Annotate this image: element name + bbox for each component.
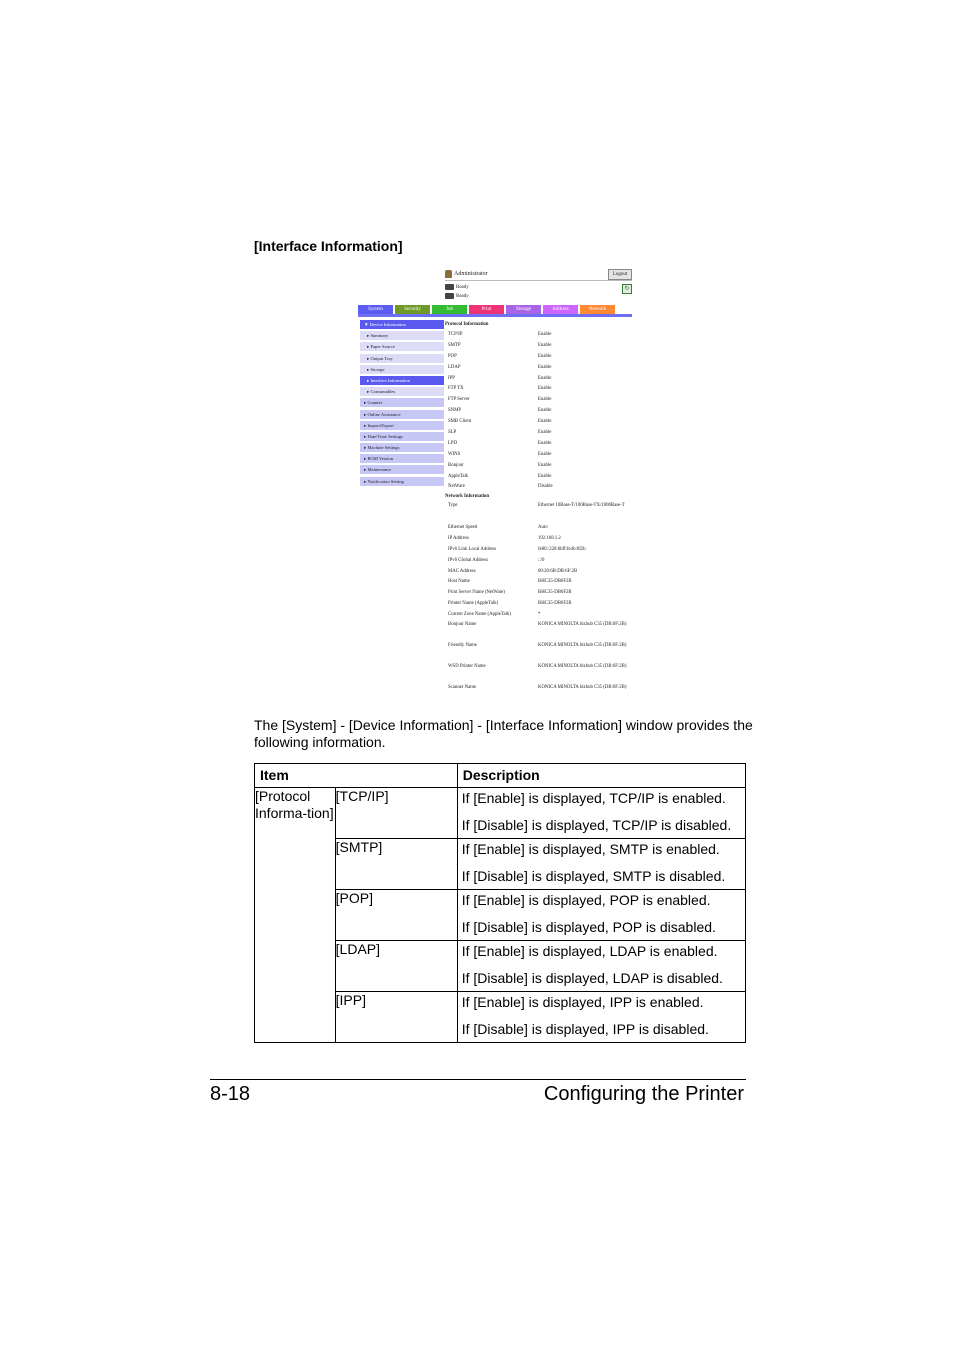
protocol-name: SMTP bbox=[448, 342, 461, 348]
header-description: Description bbox=[457, 764, 745, 788]
description-disable: If [Disable] is displayed, TCP/IP is disabled. bbox=[461, 817, 732, 833]
protocol-name: SNMP bbox=[448, 408, 462, 414]
protocol-name: FTP TX bbox=[448, 386, 464, 392]
protocol-name: Bonjour bbox=[448, 462, 464, 468]
protocol-row bbox=[445, 405, 632, 416]
sidebar-item[interactable]: ▸ Counter bbox=[360, 398, 444, 407]
sidebar-item[interactable]: ▸ Consumables bbox=[360, 387, 444, 396]
description-enable: If [Enable] is displayed, LDAP is enabled. bbox=[461, 943, 718, 959]
network-row bbox=[445, 544, 632, 555]
sidebar-item[interactable]: ▸ Import/Export bbox=[360, 421, 444, 430]
network-field-value: KONICA MINOLTA bizhub C35 (DB:6F:2B) bbox=[538, 621, 627, 627]
network-field-value: BHC35-DB6F2B bbox=[538, 590, 572, 596]
printer-icon bbox=[445, 293, 454, 299]
sidebar-item[interactable]: ▸ ROM Version bbox=[360, 454, 444, 463]
protocol-row bbox=[445, 362, 632, 373]
network-field-value: * bbox=[538, 611, 541, 617]
network-row bbox=[445, 641, 632, 662]
protocol-value: Enable bbox=[538, 440, 552, 446]
network-field-name: Print Server Name (NetWare) bbox=[448, 590, 506, 596]
description-enable: If [Enable] is displayed, SMTP is enabled. bbox=[461, 841, 720, 857]
network-row bbox=[445, 566, 632, 577]
protocol-row bbox=[445, 427, 632, 438]
item-name: [SMTP] bbox=[335, 839, 457, 890]
protocol-row bbox=[445, 438, 632, 449]
item-name: [TCP/IP] bbox=[335, 788, 457, 839]
network-row bbox=[445, 598, 632, 609]
network-field-name: IPv6 Global Address bbox=[448, 557, 488, 563]
protocol-name: AppleTalk bbox=[448, 473, 469, 479]
network-field-name: Scanner Name bbox=[448, 685, 477, 691]
protocol-row bbox=[445, 329, 632, 340]
protocol-value: Enable bbox=[538, 342, 552, 348]
protocol-value: Enable bbox=[538, 353, 552, 359]
protocol-name: IPP bbox=[448, 375, 455, 381]
network-field-value: KONICA MINOLTA bizhub C35 (DB:6F:2B) bbox=[538, 642, 627, 648]
network-field-value: 192.168.1.2 bbox=[538, 536, 561, 542]
protocol-value: Enable bbox=[538, 451, 552, 457]
description-disable: If [Disable] is displayed, POP is disabled. bbox=[461, 919, 716, 935]
protocol-value: Enable bbox=[538, 408, 552, 414]
interface-information-table bbox=[254, 763, 746, 1043]
protocol-name: POP bbox=[448, 353, 457, 359]
network-field-name: Printer Name (AppleTalk) bbox=[448, 601, 499, 607]
tab-print[interactable]: Print bbox=[469, 305, 504, 314]
admin-header bbox=[445, 270, 488, 278]
refresh-icon[interactable]: ↻ bbox=[622, 284, 632, 294]
protocol-value: Enable bbox=[538, 375, 552, 381]
protocol-name: NetWare bbox=[448, 484, 465, 490]
tab-system[interactable]: System bbox=[358, 305, 393, 314]
sidebar-item[interactable]: ▸ Output Tray bbox=[360, 354, 444, 363]
network-row bbox=[445, 609, 632, 620]
network-field-name: Current Zone Name (AppleTalk) bbox=[448, 611, 511, 617]
network-information-heading: Network Information bbox=[445, 494, 490, 500]
scanner-status bbox=[445, 293, 469, 299]
protocol-row bbox=[445, 340, 632, 351]
sidebar-item[interactable]: ▸ Notification Setting bbox=[360, 477, 444, 486]
protocol-information-heading: Protocol Information bbox=[445, 322, 489, 327]
network-row bbox=[445, 577, 632, 588]
item-description bbox=[457, 941, 745, 992]
description-enable: If [Enable] is displayed, TCP/IP is enabled. bbox=[461, 790, 726, 806]
protocol-value: Enable bbox=[538, 419, 552, 425]
description-enable: If [Enable] is displayed, POP is enabled. bbox=[461, 892, 711, 908]
sidebar-item[interactable]: ▼ Device Information bbox=[360, 320, 444, 329]
protocol-row bbox=[445, 460, 632, 471]
protocol-list bbox=[445, 329, 632, 492]
network-row bbox=[445, 587, 632, 598]
tab-bar bbox=[358, 305, 632, 314]
logout-button[interactable]: Logout bbox=[608, 269, 632, 280]
protocol-name: TCP/IP bbox=[448, 331, 463, 337]
admin-user-label: Administrator bbox=[454, 271, 488, 277]
network-field-name: Ethernet Speed bbox=[448, 525, 478, 531]
sidebar-item[interactable]: ▸ Maintenance bbox=[360, 465, 444, 474]
header-item: Item bbox=[255, 764, 458, 788]
printer-status-text: Ready bbox=[456, 284, 469, 290]
protocol-name: LDAP bbox=[448, 364, 461, 370]
network-field-name: Bonjour Name bbox=[448, 621, 477, 627]
network-field-value: BHC35-DB6F2B bbox=[538, 601, 572, 607]
network-field-name: IP Address bbox=[448, 536, 469, 542]
sidebar-item[interactable]: ▸ Online Assistance bbox=[360, 410, 444, 419]
printer-status bbox=[445, 284, 469, 290]
network-field-value: ::/0 bbox=[538, 557, 545, 563]
sidebar-item[interactable]: ▸ Summary bbox=[360, 331, 444, 340]
protocol-name: WINS bbox=[448, 451, 461, 457]
sidebar-item[interactable]: ▸ Paper Source bbox=[360, 342, 444, 351]
network-field-name: Friendly Name bbox=[448, 642, 477, 648]
sidebar bbox=[360, 320, 444, 488]
interface-information-screenshot bbox=[358, 265, 632, 702]
network-field-name: WSD Printer Name bbox=[448, 664, 486, 670]
network-field-name: IPv6 Link Local Address bbox=[448, 547, 497, 553]
description-enable: If [Enable] is displayed, IPP is enabled. bbox=[461, 994, 704, 1010]
network-field-name: Host Name bbox=[448, 579, 470, 585]
protocol-value: Enable bbox=[538, 473, 552, 479]
network-row bbox=[445, 620, 632, 641]
network-field-value: Auto bbox=[538, 525, 548, 531]
sidebar-item[interactable]: ▸ Storage bbox=[360, 365, 444, 374]
network-field-value: BHC35-DB6F2B bbox=[538, 579, 572, 585]
description-disable: If [Disable] is displayed, SMTP is disabled. bbox=[461, 868, 726, 884]
description-disable: If [Disable] is displayed, LDAP is disabled. bbox=[461, 970, 723, 986]
protocol-row bbox=[445, 471, 632, 482]
printer-icon bbox=[445, 284, 454, 290]
network-row bbox=[445, 533, 632, 544]
header-divider bbox=[445, 280, 632, 281]
protocol-value: Enable bbox=[538, 364, 552, 370]
protocol-row bbox=[445, 481, 632, 492]
tab-job[interactable]: Job bbox=[432, 305, 467, 314]
protocol-row bbox=[445, 394, 632, 405]
item-name: [POP] bbox=[335, 890, 457, 941]
footer-rule bbox=[210, 1079, 746, 1080]
page-number: 8-18 bbox=[210, 1083, 251, 1105]
item-description bbox=[457, 992, 745, 1043]
network-field-value: KONICA MINOLTA bizhub C35 (DB:6F:2B) bbox=[538, 685, 627, 691]
network-field-name: Type bbox=[448, 503, 458, 509]
scanner-status-text: Ready bbox=[456, 293, 469, 299]
tab-security[interactable]: Security bbox=[395, 305, 430, 314]
protocol-value: Enable bbox=[538, 397, 552, 403]
network-field-value: fe80::220:6bff:fe4b:6f2b bbox=[538, 547, 586, 553]
network-field-value: 00:20:6B:DB:6F:2B bbox=[538, 568, 578, 574]
group-label: [Protocol Informa-tion] bbox=[255, 788, 336, 1043]
protocol-row bbox=[445, 449, 632, 460]
tab-storage[interactable]: Storage bbox=[506, 305, 541, 314]
protocol-name: LPD bbox=[448, 440, 458, 446]
protocol-name: FTP Server bbox=[448, 397, 470, 403]
network-field-value: KONICA MINOLTA bizhub C35 (DB:6F:2B) bbox=[538, 664, 627, 670]
sidebar-item[interactable]: ▸ Machine Settings bbox=[360, 443, 444, 452]
network-row bbox=[445, 555, 632, 566]
tab-address[interactable]: Address bbox=[543, 305, 578, 314]
item-description bbox=[457, 890, 745, 941]
tab-network[interactable]: Network bbox=[580, 305, 615, 314]
administrator-icon bbox=[445, 270, 452, 278]
network-row bbox=[445, 662, 632, 683]
chapter-title: Configuring the Printer bbox=[543, 1083, 744, 1105]
protocol-name: SMB Client bbox=[448, 419, 472, 425]
protocol-row bbox=[445, 416, 632, 427]
section-heading: [Interface Information] bbox=[254, 238, 403, 254]
item-name: [LDAP] bbox=[335, 941, 457, 992]
protocol-row bbox=[445, 373, 632, 384]
item-name: [IPP] bbox=[335, 992, 457, 1043]
network-row bbox=[445, 501, 632, 522]
table-row bbox=[255, 788, 746, 839]
network-field-name: MAC Address bbox=[448, 568, 476, 574]
network-list bbox=[445, 501, 632, 702]
item-description bbox=[457, 839, 745, 890]
protocol-value: Enable bbox=[538, 429, 552, 435]
network-row bbox=[445, 523, 632, 534]
sidebar-item[interactable]: ▸ Date/Time Settings bbox=[360, 432, 444, 441]
sidebar-item[interactable]: ▸ Interface Information bbox=[360, 376, 444, 385]
tab-underline bbox=[358, 314, 632, 317]
protocol-row bbox=[445, 383, 632, 394]
protocol-value: Disable bbox=[538, 484, 553, 490]
network-row bbox=[445, 683, 632, 702]
network-field-value: Ethernet 10Base-T/100Base-TX/1000Base-T bbox=[538, 503, 625, 509]
intro-paragraph: The [System] - [Device Information] - [Interface Information] window provides the following information. bbox=[254, 717, 753, 750]
item-description bbox=[457, 788, 745, 839]
protocol-name: SLP bbox=[448, 429, 457, 435]
table-header-row bbox=[255, 764, 746, 788]
protocol-value: Enable bbox=[538, 462, 552, 468]
main-panel bbox=[445, 320, 632, 702]
protocol-row bbox=[445, 351, 632, 362]
protocol-value: Enable bbox=[538, 386, 552, 392]
protocol-value: Enable bbox=[538, 331, 552, 337]
description-disable: If [Disable] is displayed, IPP is disabled. bbox=[461, 1021, 709, 1037]
